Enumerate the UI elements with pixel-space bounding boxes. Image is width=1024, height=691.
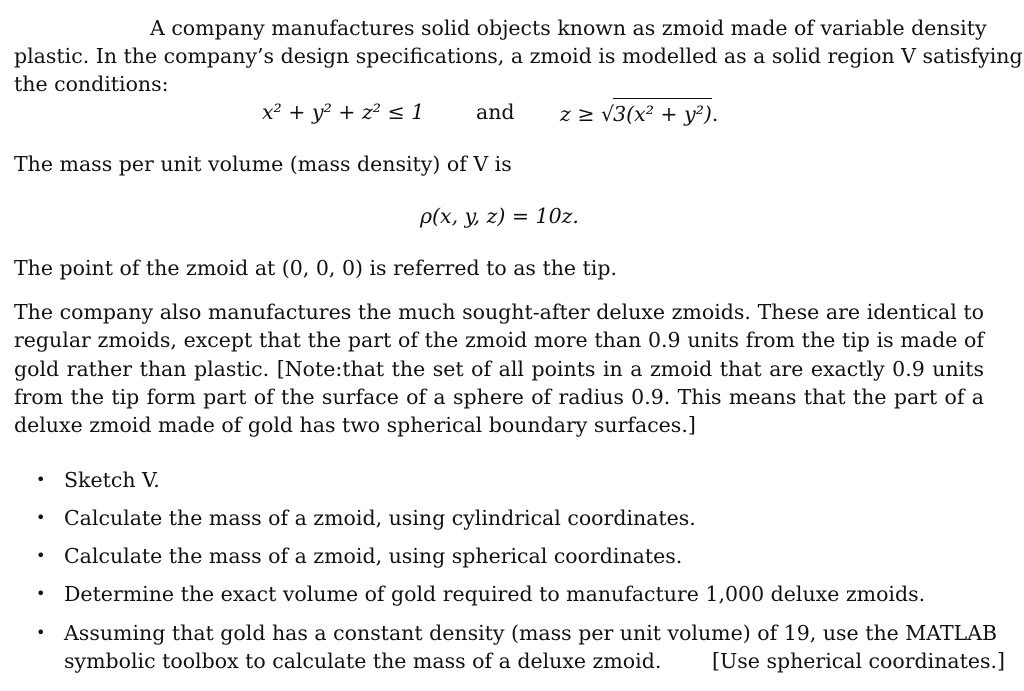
intro-line-2: plastic. In the company’s design specifications, a zmoid is modelled as a solid region V satisfying <box>14 44 1023 68</box>
cone-period: . <box>711 102 719 126</box>
bullet-icon: • <box>36 623 46 642</box>
task-item-4: Determine the exact volume of gold required to manufacture 1,000 deluxe zmoids. <box>64 582 926 606</box>
cone-radicand: 3(x² + y²) <box>613 98 712 128</box>
bullet-icon: • <box>36 508 46 527</box>
sqrt-symbol: √ <box>601 102 615 126</box>
task-item-5-line-2: symbolic toolbox to calculate the mass of a deluxe zmoid. <box>64 649 662 673</box>
condition-cone <box>560 98 718 128</box>
deluxe-line-3: gold rather than plastic. [Note:that the set of all points in a zmoid that are exactly 0.9 units <box>14 357 984 381</box>
condition-sphere: x² + y² + z² ≤ 1 <box>262 100 425 124</box>
deluxe-line-5: deluxe zmoid made of gold has two spherical boundary surfaces.] <box>14 413 696 437</box>
density-formula: ρ(x, y, z) = 10z. <box>420 204 579 228</box>
intro-line-1: A company manufactures solid objects known as zmoid made of variable density <box>150 16 987 40</box>
deluxe-line-4: from the tip form part of the surface of a sphere of radius 0.9. This means that the part of a <box>14 385 984 409</box>
task-item-5-line-1: Assuming that gold has a constant density (mass per unit volume) of 19, use the MATLAB <box>64 621 998 645</box>
task-item-3: Calculate the mass of a zmoid, using spherical coordinates. <box>64 544 683 568</box>
task-item-5-note: [Use spherical coordinates.] <box>712 649 1006 673</box>
density-intro: The mass per unit volume (mass density) of V is <box>14 152 512 176</box>
deluxe-line-2: regular zmoids, except that the part of the zmoid more than 0.9 units from the tip is made of <box>14 328 984 352</box>
task-item-2: Calculate the mass of a zmoid, using cylindrical coordinates. <box>64 506 696 530</box>
deluxe-line-1: The company also manufactures the much sought-after deluxe zmoids. These are identical to <box>14 300 984 324</box>
bullet-icon: • <box>36 470 46 489</box>
tip-definition: The point of the zmoid at (0, 0, 0) is referred to as the tip. <box>14 256 617 280</box>
bullet-icon: • <box>36 546 46 565</box>
intro-line-3: the conditions: <box>14 72 169 96</box>
condition-and: and <box>476 100 515 124</box>
bullet-icon: • <box>36 584 46 603</box>
cone-lhs: z ≥ <box>560 102 602 126</box>
task-item-1: Sketch V. <box>64 468 160 492</box>
